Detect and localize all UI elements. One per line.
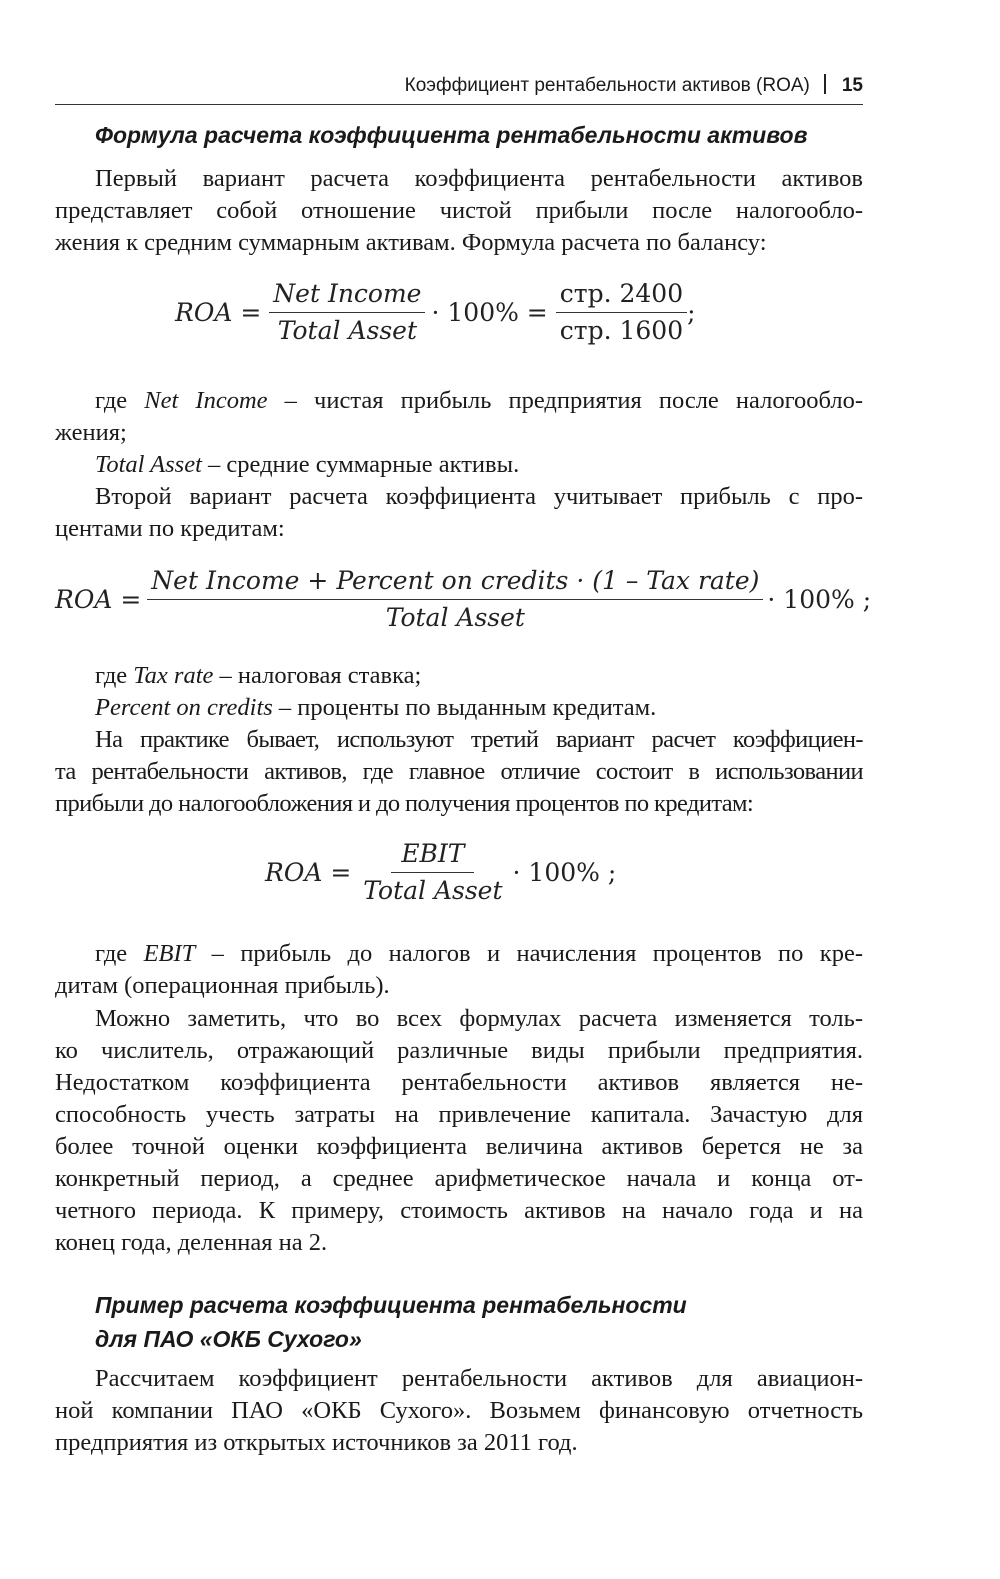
running-head xyxy=(55,70,863,105)
paragraph-intro xyxy=(55,163,863,259)
formula-multiplier: · 100% = xyxy=(431,298,548,327)
text-line: Второй вариант расчета коэффициента учитывает прибыль с про- xyxy=(95,483,863,510)
definitions-formula-2 xyxy=(55,660,863,724)
definitions-formula-3 xyxy=(55,938,863,1002)
text-line: ко числитель, отражающий различные виды прибыли предприятия. xyxy=(55,1037,863,1064)
text-line: четного периода. К примеру, стоимость активов на начало года и на xyxy=(55,1197,863,1224)
text-line: ной компании ПАО «ОКБ Сухого». Возьмем финансовую отчетность xyxy=(55,1397,863,1424)
running-head-separator xyxy=(824,74,826,94)
formula-roa-with-credits xyxy=(55,565,871,634)
section-heading-example xyxy=(95,1288,687,1356)
definition-total-asset xyxy=(55,449,863,481)
text-line: жения; xyxy=(55,419,127,446)
formula-roa-basic xyxy=(175,278,696,347)
formula-lhs: ROA = xyxy=(55,585,142,614)
text-line: конец года, деленная на 2. xyxy=(55,1229,328,1256)
heading-line: Пример расчета коэффициента рентабельности xyxy=(95,1292,687,1318)
definition-percent-on-credits xyxy=(55,692,863,724)
def-term: Total Asset xyxy=(95,451,202,478)
formula-lhs: ROA = xyxy=(175,298,262,327)
def-prefix: где xyxy=(95,387,145,414)
text-line: та рентабельности активов, где главное отличие состоит в использовании xyxy=(55,758,863,785)
def-text: – прибыль до налогов и начисления процентов по кре- xyxy=(195,940,863,967)
def-term: Tax rate xyxy=(133,662,214,689)
denominator: Total Asset xyxy=(277,316,417,345)
paragraph-example xyxy=(55,1363,863,1459)
numerator: EBIT xyxy=(391,838,474,873)
paragraph-second-variant xyxy=(55,481,863,545)
def-term: Net Income xyxy=(144,387,268,414)
fraction-balance-lines xyxy=(556,278,687,347)
text-line: более точной оценки коэффициента величина активов берется не за xyxy=(55,1133,863,1160)
formula-multiplier: · 100% ; xyxy=(512,858,617,887)
text-line: жения к средним суммарным активам. Формула расчета по балансу: xyxy=(55,229,767,256)
section-heading-formula: Формула расчета коэффициента рентабельности активов xyxy=(95,122,808,148)
text-line: конкретный период, а среднее арифметическое начала и конца от- xyxy=(55,1165,863,1192)
formula-multiplier: · 100% ; xyxy=(767,585,872,614)
paragraph-conclusion xyxy=(55,1003,863,1259)
fraction-ebit xyxy=(359,838,506,907)
def-text: – средние суммарные активы. xyxy=(201,451,520,478)
definitions-formula-1 xyxy=(55,385,863,481)
text-line: способность учесть затраты на привлечение капитала. Зачастую для xyxy=(55,1101,863,1128)
formula-lhs: ROA = xyxy=(265,858,352,887)
text-line: Рассчитаем коэффициент рентабельности активов для авиацион- xyxy=(95,1365,863,1392)
definition-net-income xyxy=(55,385,863,417)
text-line: Можно заметить, что во всех формулах расчета изменяется толь- xyxy=(95,1005,863,1032)
text-line: Недостатком коэффициента рентабельности активов является не- xyxy=(55,1069,863,1096)
book-page xyxy=(55,0,872,1579)
page-number: 15 xyxy=(841,75,863,96)
text-line: дитам (операционная прибыль). xyxy=(55,972,390,999)
text-line: центами по кредитам: xyxy=(55,515,285,542)
denominator: стр. 1600 xyxy=(559,316,684,345)
numerator: стр. 2400 xyxy=(556,278,687,313)
definition-ebit xyxy=(55,938,863,970)
def-term: EBIT xyxy=(143,940,196,967)
definition-tax-rate xyxy=(55,660,863,692)
def-term: Percent on credits xyxy=(95,694,273,721)
formula-terminator: ; xyxy=(687,298,696,327)
def-prefix: где xyxy=(95,662,134,689)
numerator: Net Income xyxy=(269,278,425,313)
def-text: – проценты по выданным кредитам. xyxy=(272,694,657,721)
text-line: предприятия из открытых источников за 2011 год. xyxy=(55,1429,578,1456)
def-text: – чистая прибыль предприятия после налогообло- xyxy=(267,387,864,414)
def-prefix: где xyxy=(95,940,144,967)
denominator: Total Asset xyxy=(363,876,503,905)
text-line: прибыли до налогообложения и до получения процентов по кредитам: xyxy=(55,790,754,817)
fraction-income-with-credits xyxy=(147,565,763,634)
denominator: Total Asset xyxy=(385,603,525,632)
formula-roa-ebit xyxy=(265,838,616,907)
running-head-title: Коэффициент рентабельности активов (ROA) xyxy=(404,75,810,96)
paragraph-third-variant xyxy=(55,724,863,820)
fraction-net-income xyxy=(269,278,425,347)
heading-line: для ПАО «ОКБ Сухого» xyxy=(95,1326,362,1352)
numerator: Net Income + Percent on credits · (1 – Tax rate) xyxy=(147,565,763,600)
def-text: – налоговая ставка; xyxy=(213,662,422,689)
text-line: представляет собой отношение чистой прибыли после налогообло- xyxy=(55,197,863,224)
text-line: На практике бывает, используют третий вариант расчет коэффициен- xyxy=(95,726,863,753)
text-line: Первый вариант расчета коэффициента рентабельности активов xyxy=(95,165,863,192)
